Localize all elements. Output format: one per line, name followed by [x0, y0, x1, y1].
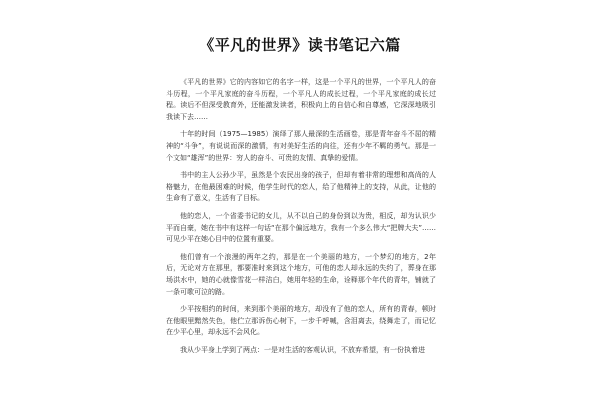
paragraph-3: 书中的主人公孙少平，虽然是个农民出身的孩子，但却有着非常的理想和高尚的人格魅力，在他最困难的时候，他学生时代的恋人，给了他精神上的支持，从此，让他的生命有了意义，生活有了目标。 [166, 171, 436, 203]
paragraph-6: 少平按相约的时间，来到那个美丽的地方，却没有了他的恋人，所有的青春，顿时在他眼里黯然失色，他伫立那诉伤心树下，一步千呼喊，含泪离去，绕舞走了，而记忆在少平心里，却永远不会风化。 [166, 305, 436, 337]
paragraph-4: 他的恋人，一个省委书记的女儿，从不以自己的身份到以为贵，相反，却为认识少平而自豪，她在书中有这样一句话“在那个偏远地方，我有一个多么伟大“把牌大夫”……可见少平在她心目中的位置有重要。 [166, 211, 436, 244]
document-title: 《平凡的世界》读书笔记六篇 [199, 36, 401, 54]
document-body [166, 77, 436, 362]
paragraph-2: 十年的时间（1975—1985）演绎了那人最深的生活画卷，那是青年奋斗不屈的精神的“斗争”，有说说而深的激情，有对美好生活的向往，还有少年不羁的勇气。那是一个文如“雄浑”的世界：穷人的奋斗、可贵的友情、真挚的爱情。 [166, 130, 436, 162]
paragraph-1: 《平凡的世界》它的内容如它的名字一样，这是一个平凡的世界，一个平凡人的奋斗历程，一个平凡家庭的奋斗历程，一个平凡人的成长过程，一个平凡家庭的成长过程。读后不但深受教育外，还能激发读者，积极向上的自信心和自尊感，它深深地吸引我读下去…… [166, 78, 436, 121]
paragraph-7: 我从少平身上学到了两点：一是对生活的客观认识，不放弃希望，有一份执着进 [180, 345, 425, 354]
paragraph-5: 他们曾有一个浪漫的两年之约，那是在一个美丽的地方，一个梦幻的地方，2年后，无论对方在那里，都要准时来到这个地方，可他的恋人却永远的失约了，葬身在那场洪水中，她的心就像雪花一样洁白，她用年轻的生命，诠释那个年代的青年，铺就了一条可歌可泣的路。 [166, 252, 436, 296]
